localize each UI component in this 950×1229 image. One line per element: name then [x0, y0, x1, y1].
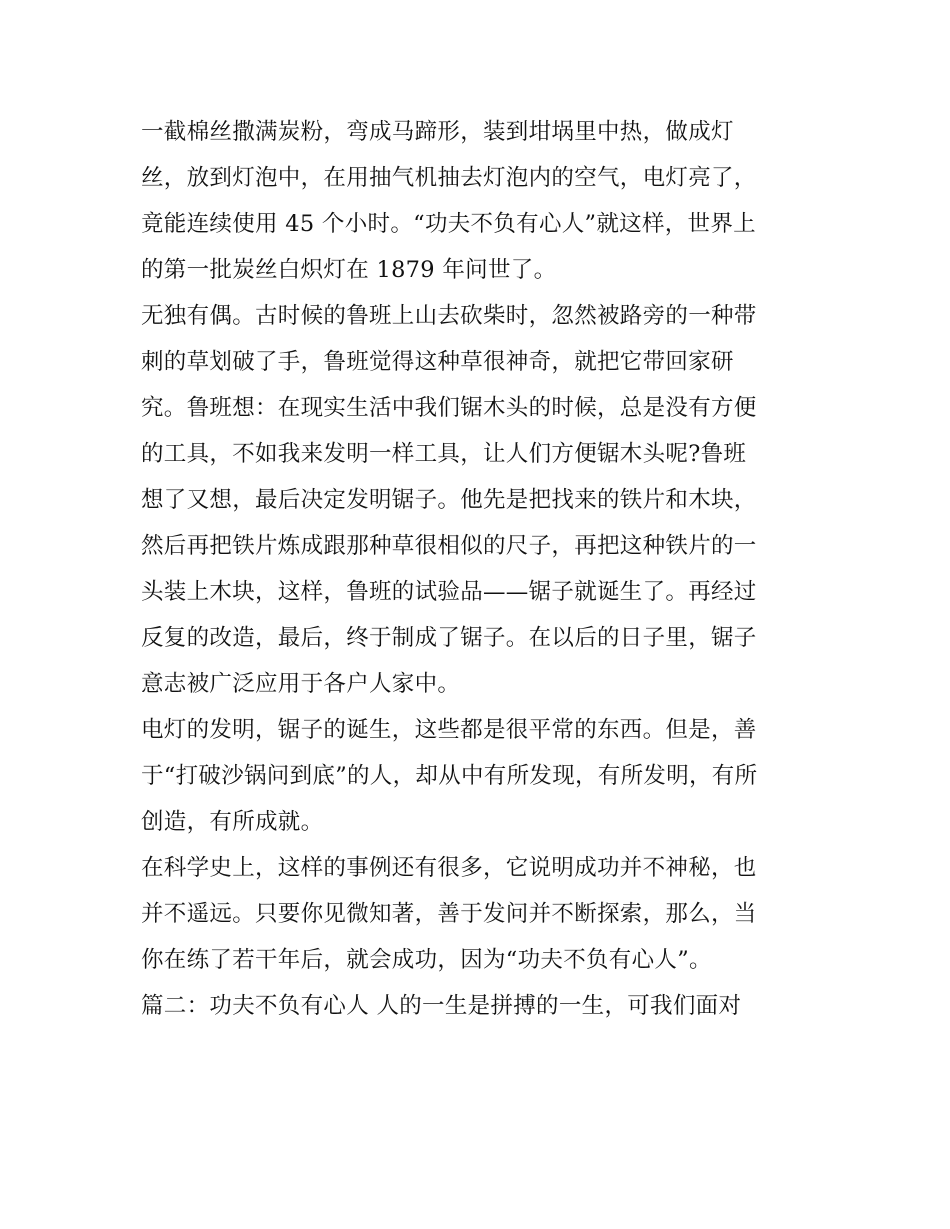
text-line: 的第一批炭丝白炽灯在 1879 年问世了。	[141, 257, 557, 283]
text-line: 刺的草划破了手，鲁班觉得这种草很神奇，就把它带回家研	[141, 349, 734, 375]
text-line: 竟能连续使用 45 个小时。“功夫不负有心人”就这样，世界上	[141, 211, 756, 237]
text-line: 创造，有所成就。	[141, 809, 324, 835]
text-line: 的工具，不如我来发明一样工具，让人们方便锯木头呢?鲁班	[141, 441, 747, 467]
body-text	[141, 109, 813, 1029]
text-line: 一截棉丝撒满炭粉，弯成马蹄形，装到坩埚里中热，做成灯	[141, 119, 734, 145]
text-line: 究。鲁班想：在现实生活中我们锯木头的时候，总是没有方便	[141, 395, 757, 421]
text-line: 然后再把铁片炼成跟那种草很相似的尺子，再把这种铁片的一	[141, 533, 757, 559]
text-line: 丝，放到灯泡中，在用抽气机抽去灯泡内的空气，电灯亮了，	[141, 165, 757, 191]
text-line: 电灯的发明，锯子的诞生，这些都是很平常的东西。但是，善	[141, 717, 757, 743]
text-line: 反复的改造，最后，终于制成了锯子。在以后的日子里，锯子	[141, 625, 757, 651]
text-line: 头装上木块，这样，鲁班的试验品——锯子就诞生了。再经过	[141, 579, 757, 605]
text-line: 想了又想，最后决定发明锯子。他先是把找来的铁片和木块，	[141, 487, 757, 513]
text-line: 意志被广泛应用于各户人家中。	[141, 671, 461, 697]
text-line: 在科学史上，这样的事例还有很多，它说明成功并不神秘，也	[141, 855, 757, 881]
text-line: 于“打破沙锅问到底”的人，却从中有所发现，有所发明，有所	[141, 763, 758, 789]
text-line: 篇二：功夫不负有心人 人的一生是拼搏的一生，可我们面对	[141, 993, 742, 1019]
text-line: 你在练了若干年后，就会成功，因为“功夫不负有心人”。	[141, 947, 712, 973]
text-line: 并不遥远。只要你见微知著，善于发问并不断探索，那么，当	[141, 901, 757, 927]
text-line: 无独有偶。古时候的鲁班上山去砍柴时，忽然被路旁的一种带	[141, 303, 757, 329]
